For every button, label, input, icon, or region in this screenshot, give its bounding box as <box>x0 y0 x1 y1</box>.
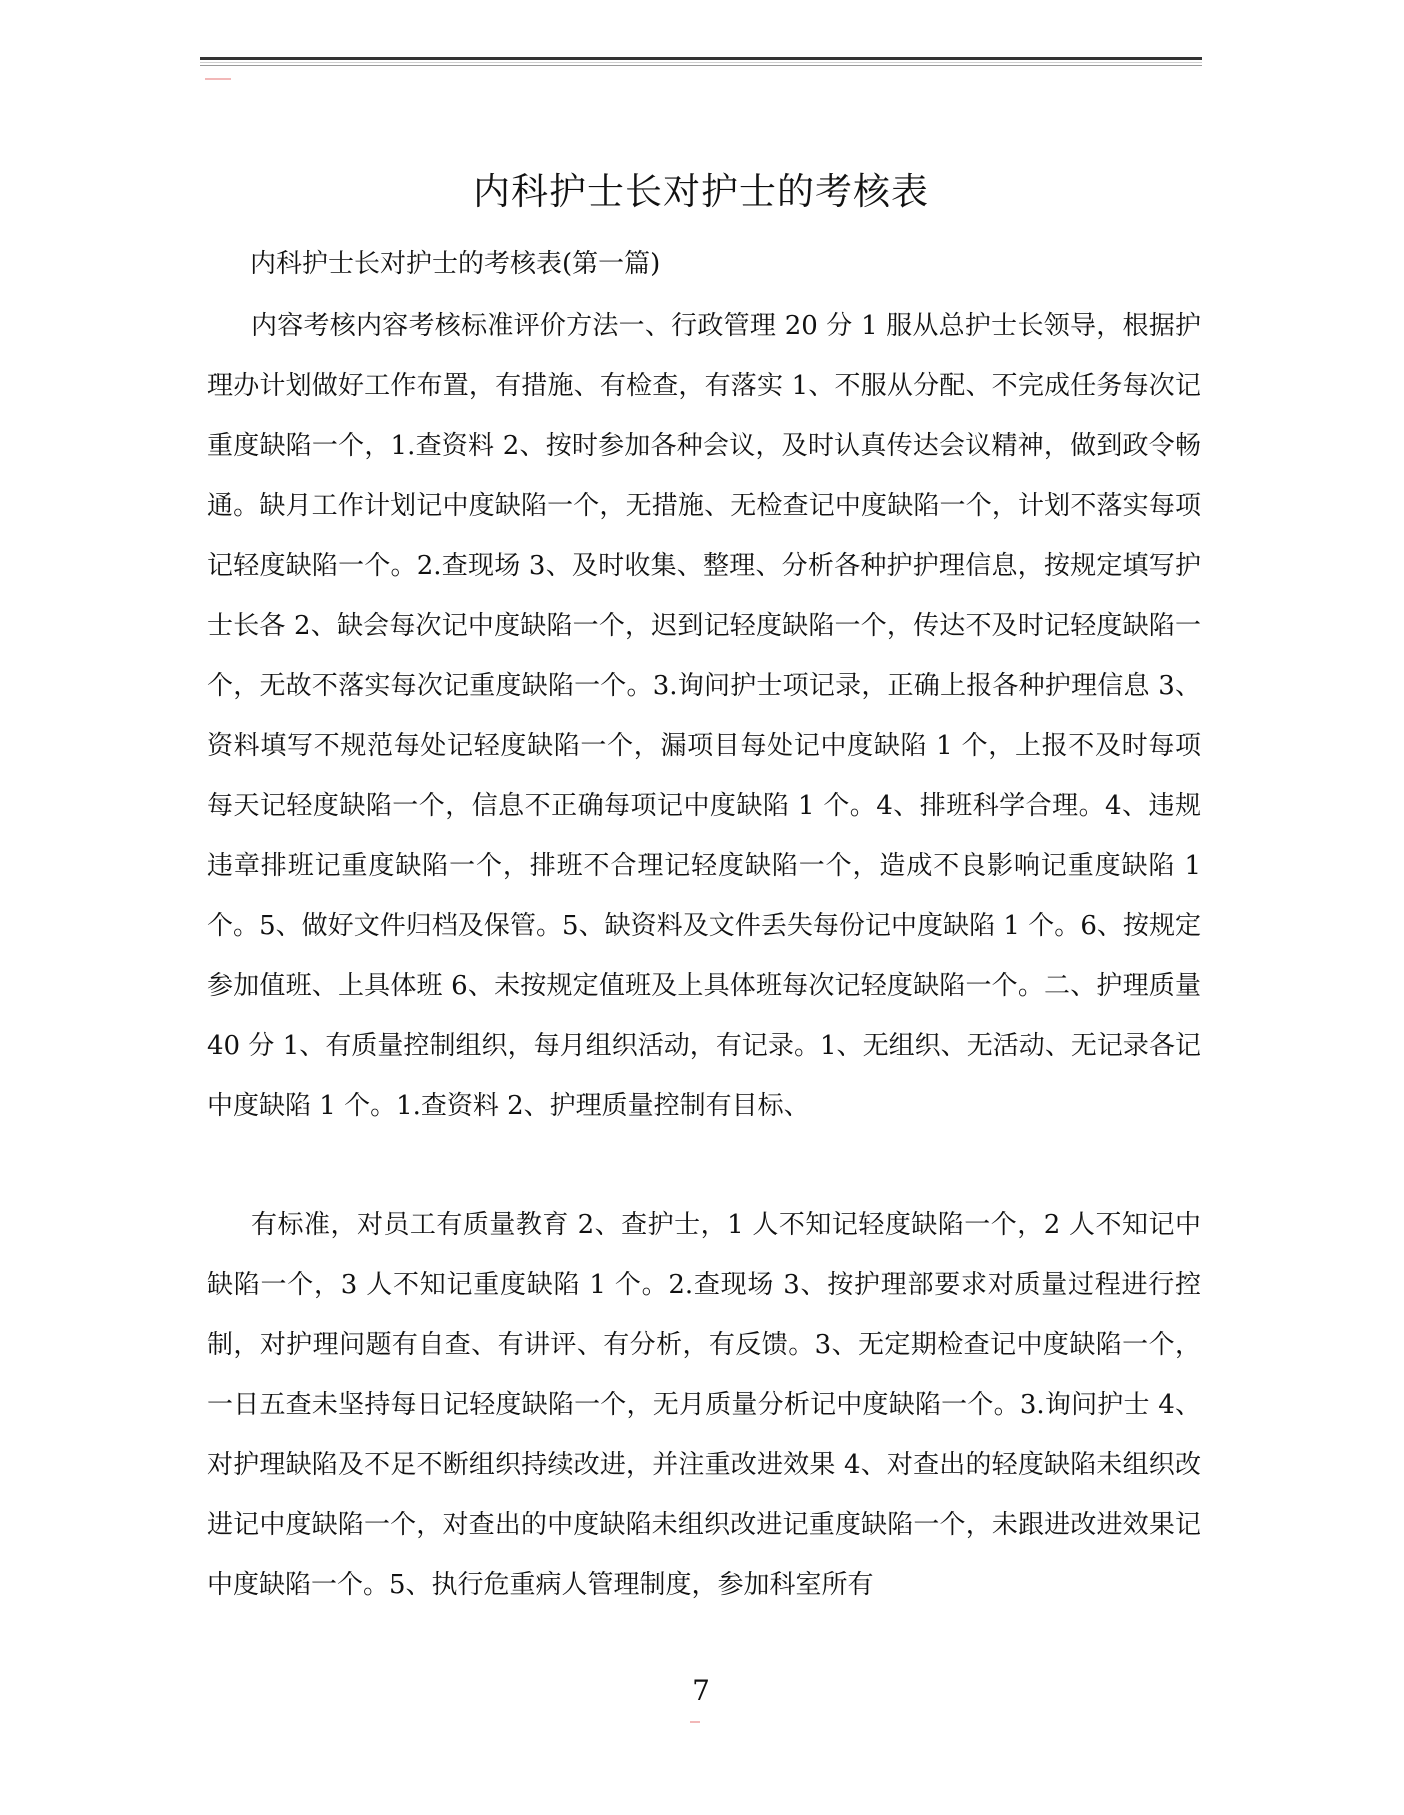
page-number: 7 <box>692 1674 710 1707</box>
header-rule <box>200 57 1202 66</box>
body-paragraph: 有标准，对员工有质量教育 2、查护士，1 人不知记轻度缺陷一个，2 人不知记中缺陷一个，3 人不知记重度缺陷 1 个。2.查现场 3、按护理部要求对质量过程进行控制，对护理问题有自查、有讲评、有分析，有反馈。3、无定期检查记中度缺陷一个，一日五查未坚持每日记轻度缺陷一个，无月质量分析记中度缺陷一个。3.询问护士 4、对护理缺陷及不足不断组织持续改进，并注重改进效果 4、对查出的轻度缺陷未组织改进记中度缺陷一个，对查出的中度缺陷未组织改进记重度缺陷一个，未跟进改进效果记中度缺陷一个。5、执行危重病人管理制度，参加科室所有 <box>207 1210 1201 1600</box>
document-subtitle: 内科护士长对护士的考核表(第一篇) <box>250 249 661 279</box>
body-paragraph: 内容考核内容考核标准评价方法一、行政管理 20 分 1 服从总护士长领导，根据护理办计划做好工作布置，有措施、有检查，有落实 1、不服从分配、不完成任务每次记重度缺陷一个，1.查资料 2、按时参加各种会议，及时认真传达会议精神，做到政令畅通。缺月工作计划记中度缺陷一个，无措施、无检查记中度缺陷一个，计划不落实每项记轻度缺陷一个。2.查现场 3、及时收集、整理、分析各种护护理信息，按规定填写护士长各 2、缺会每次记中度缺陷一个，迟到记轻度缺陷一个，传达不及时记轻度缺陷一个，无故不落实每次记重度缺陷一个。3.询问护士项记录，正确上报各种护理信息 3、资料填写不规范每处记轻度缺陷一个，漏项目每处记中度缺陷 1 个，上报不及时每项每天记轻度缺陷一个，信息不正确每项记中度缺陷 1 个。4、排班科学合理。4、违规违章排班记重度缺陷一个，排班不合理记轻度缺陷一个，造成不良影响记重度缺陷 1 个。5、做好文件归档及保管。5、缺资料及文件丢失每份记中度缺陷 1 个。6、按规定参加值班、上具体班 6、未按规定值班及上具体班每次记轻度缺陷一个。二、护理质量 40 分 1、有质量控制组织，每月组织活动，有记录。1、无组织、无活动、无记录各记中度缺陷 1 个。1.查资料 2、护理质量控制有目标、 <box>207 311 1201 1121</box>
document-title: 内科护士长对护士的考核表 <box>473 170 929 213</box>
header-mark <box>205 78 231 80</box>
footer-mark <box>690 1721 700 1723</box>
